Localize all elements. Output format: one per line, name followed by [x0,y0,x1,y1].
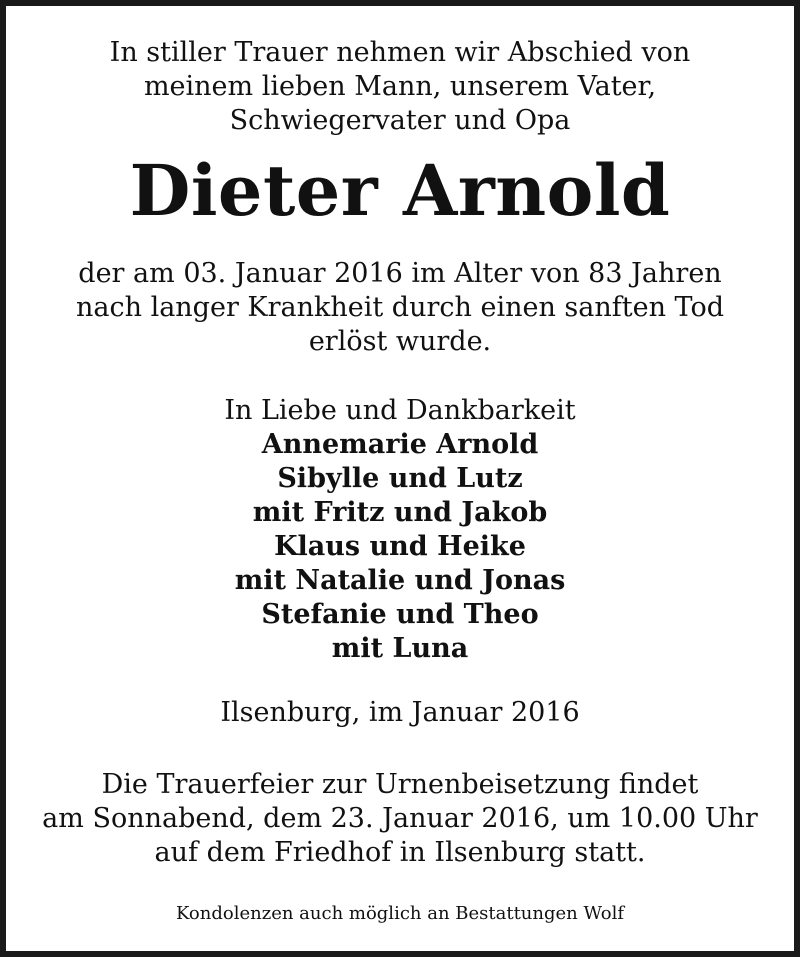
mourner-name: mit Natalie und Jonas [234,565,566,596]
intro-line-1: In stiller Trauer nehmen wir Abschied von [109,37,691,68]
intro-line-2: meinem lieben Mann, unserem Vater, [143,71,657,102]
intro-line-3: Schwiegervater und Opa [229,105,571,136]
mourner-name: Annemarie Arnold [261,429,539,460]
details-line-3: erlöst wurde. [308,326,492,357]
mourner-name: mit Luna [331,633,469,664]
mourner-name: Stefanie und Theo [261,599,539,630]
details-line-1: der am 03. Januar 2016 im Alter von 83 Jahren [78,258,722,289]
footer-note: Kondolenzen auch möglich an Bestattungen Wolf [175,903,625,924]
funeral-line-1: Die Trauerfeier zur Urnenbeisetzung findet [101,769,699,800]
details-line-2: nach langer Krankheit durch einen sanften Tod [75,292,725,323]
place-date: Ilsenburg, im Januar 2016 [220,697,580,728]
funeral-line-3: auf dem Friedhof in Ilsenburg statt. [154,837,646,868]
mourner-name: Klaus und Heike [274,531,526,562]
mourners-heading: In Liebe und Dankbarkeit [224,395,576,426]
mourner-name: Sibylle und Lutz [277,463,523,494]
mourner-name: mit Fritz und Jakob [252,497,548,528]
deceased-name: Dieter Arnold [129,149,671,232]
funeral-line-2: am Sonnabend, dem 23. Januar 2016, um 10.00 Uhr [42,803,758,834]
